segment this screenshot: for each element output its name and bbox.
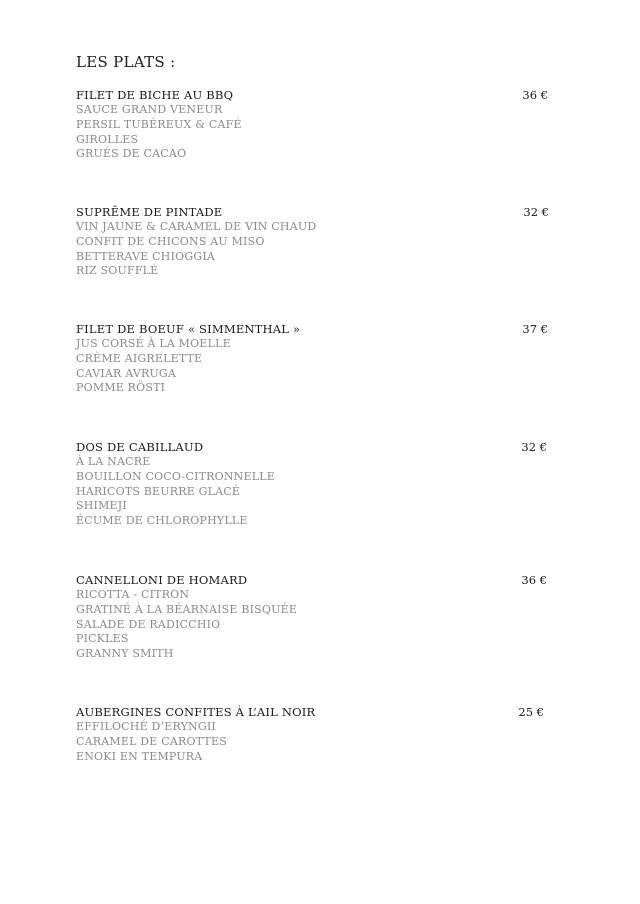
dish-name: FILET DE BOEUF « SIMMENTHAL » [76,322,301,336]
dish-header [76,705,550,720]
dish-description [76,588,550,662]
dish-description-line: GRUÉS DE CACAO [76,147,187,161]
dish-description-line: À LA NACRE [76,455,151,468]
dish-item [76,88,550,162]
section-title: LES PLATS : [76,53,176,71]
dish-description-line: ÉCUME DE CHLOROPHYLLE [76,514,248,528]
dish-description [76,337,550,396]
dish-description-line: PICKLES [76,632,129,646]
dish-description-line: BOUILLON COCO-CITRONNELLE [76,469,275,483]
dish-description-line: BETTERAVE CHIOGGIA [76,249,216,263]
dish-description-line: PERSIL TUBÉREUX & CAFÉ [76,117,242,131]
dish-price: 36 € [522,88,548,102]
dish-name: DOS DE CABILLAUD [76,440,204,454]
dish-description-line: ENOKI EN TEMPURA [76,749,203,763]
dish-name: SUPRÊME DE PINTADE [76,205,223,219]
dish-name: AUBERGINES CONFITES À L’AIL NOIR [76,705,316,719]
dish-description-line: CONFIT DE CHICONS AU MISO [76,234,265,248]
dish-description-line: CAVIAR AVRUGA [76,366,177,380]
dish-price: 37 € [522,322,548,336]
dish-description-line: CRÈME AIGRELETTE [76,351,203,365]
dish-description-line: GIROLLES [76,132,139,146]
dish-name: CANNELLONI DE HOMARD [76,573,248,587]
dish-item [76,573,550,662]
dish-header [76,440,550,455]
dish-description-line: GRATINÉ À LA BÉARNAISE BISQUÉE [76,602,298,616]
dish-name: FILET DE BICHE AU BBQ [76,88,234,102]
dish-description [76,220,550,279]
dish-header [76,205,550,220]
dish-description-line: SALADE DE RADICCHIO [76,617,221,631]
dish-description-line: GRANNY SMITH [76,647,174,661]
dish-header [76,573,550,588]
dish-description-line: EFFILOCHÉ D’ERYNGII [76,720,216,733]
dish-description-line: RIZ SOUFFLÉ [76,264,159,278]
dish-price: 25 € [518,705,544,719]
dish-description-line: RICOTTA - CITRON [76,588,190,601]
dish-description-line: JUS CORSÉ À LA MOELLE [76,337,231,350]
dish-price: 32 € [523,205,549,219]
dish-description [76,103,550,162]
dish-header [76,322,550,337]
dish-item [76,322,550,396]
dish-price: 36 € [521,573,547,587]
dish-description-line: VIN JAUNE & CARAMEL DE VIN CHAUD [76,220,317,233]
dish-description-line: CARAMEL DE CAROTTES [76,734,227,748]
dish-item [76,705,550,764]
dish-description-line: POMME RÖSTI [76,381,166,395]
dish-item [76,440,550,529]
dish-description [76,720,550,764]
dish-description-line: SHIMEJI [76,499,127,513]
dish-description-line: SAUCE GRAND VENEUR [76,103,223,116]
dish-description [76,455,550,529]
dish-price: 32 € [521,440,547,454]
dish-item [76,205,550,279]
dish-description-line: HARICOTS BEURRE GLACÉ [76,484,241,498]
dish-header [76,88,550,103]
